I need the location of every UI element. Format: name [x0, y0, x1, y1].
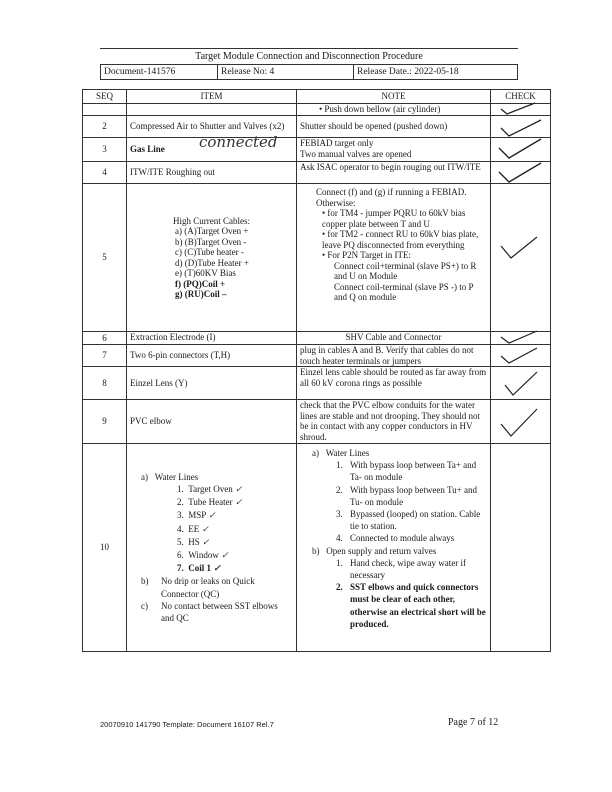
table-row: 5 High Current Cables: a) (A)Target Oven + b) (B)Target Oven - c) (C)Tube heater - d) (D)Tube Heater + e) (T)60KV Bias f) (PQ)Coil + g) (RU)Coil – Connect (f) and (g) if running a FEBIAD. Otherwise: • for TM4 - jumper PQRU to 60kV bias copper plate between T and U • for TM2 - connect RU to 60kV bias plate, leave PQ disconnected from everything • For P2N Target in ITE: Connect coil+terminal (slave PS+) to R and U on Module Connect coil-terminal (slave PS -) to P and Q on module [83, 184, 551, 332]
document-header [100, 48, 518, 80]
procedure-title: Target Module Connection and Disconnection Procedure [100, 49, 518, 65]
checkmark-icon [499, 347, 539, 365]
table-row [83, 104, 551, 116]
checkmark-icon [499, 236, 539, 260]
procedure-table [82, 89, 551, 652]
col-note-header: NOTE [297, 90, 491, 104]
release-date: Release Date.: 2022-05-18 [354, 65, 518, 79]
release-number: Release No: 4 [218, 65, 354, 79]
col-seq-header: SEQ [83, 90, 127, 104]
col-check-header: CHECK [491, 90, 551, 104]
table-row: 10 a) Water Lines 1. Target Oven ✓ 2. Tube Heater ✓ 3. MSP ✓ 4. EE ✓ 5. HS ✓ 6. Window ✓ 7. Coil 1 ✓ b) No drip or leaks on Quick Connector (QC) c) No contact between SST elbows and QC a) Water Lines 1. With bypass loop between Ta+ and Ta- on module 2. With bypass loop between Tu+ and Tu- on module 3. Bypassed (looped) on station. Cable tie to station. 4. Connected to module always b) Open supply and return valves 1. Hand check, wipe away water if necessary 2. SST elbows and quick connectors must be clear of each other, otherwise an electrical short will be produced. [83, 444, 551, 652]
checkmark-icon [499, 330, 539, 344]
document-number: Document-141576 [100, 65, 218, 79]
note-cell: • Push down bellow (air cylinder) [297, 104, 491, 116]
table-row: 9 PVC elbow check that the PVC elbow conduits for the water lines are stable and not drooping. They should not be in contact with any copper conductors in HV shroud. [83, 400, 551, 444]
checkmark-icon [499, 408, 539, 438]
header-info-row [100, 65, 518, 80]
checkmark-icon [499, 118, 543, 138]
table-row: 3 Gas Line connected FEBIAD target only Two manual valves are opened [83, 138, 551, 162]
footer-template-info: 20070910 141790 Template: Document 16107 Rel.7 [100, 720, 274, 729]
checkmark-icon [497, 162, 543, 184]
checkmark-icon [497, 138, 543, 160]
table-row: 7 Two 6-pin connectors (T,H) plug in cables A and B. Verify that cables do not touch heater terminals or jumpers [83, 345, 551, 367]
table-row: 6 Extraction Electrode (I) SHV Cable and Connector [83, 332, 551, 345]
table-row: 2 Compressed Air to Shutter and Valves (x2) Shutter should be opened (pushed down) [83, 116, 551, 138]
handwritten-note: connected [199, 133, 278, 151]
table-row: 8 Einzel Lens (Y) Einzel lens cable should be routed as far away from all 60 kV corona rings as possible [83, 367, 551, 400]
table-row: 4 ITW/ITE Roughing out Ask ISAC operator to begin rouging out ITW/ITE [83, 162, 551, 184]
table-header-row [83, 90, 551, 104]
checkmark-icon [503, 371, 539, 397]
check-cell [491, 104, 551, 116]
page-number: Page 7 of 12 [448, 717, 499, 728]
col-item-header: ITEM [127, 90, 297, 104]
checkmark-icon [499, 102, 539, 116]
cable-list: a) (A)Target Oven + b) (B)Target Oven - c) (C)Tube heater - d) (D)Tube Heater + e) (T)60KV Bias f) (PQ)Coil + g) (RU)Coil – [175, 226, 249, 299]
